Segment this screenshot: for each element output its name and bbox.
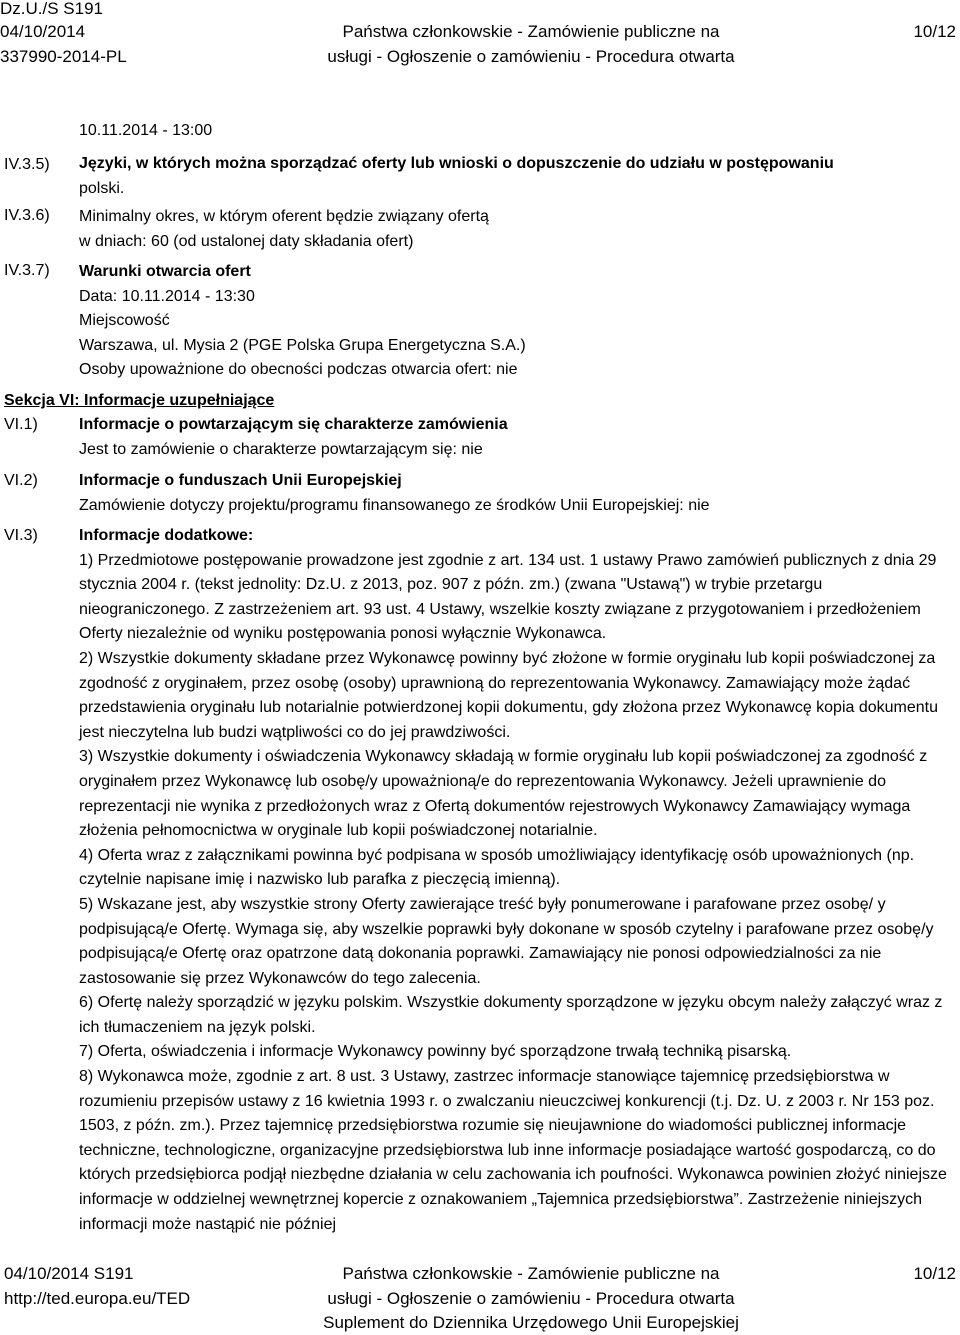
paragraph-7: 7) Oferta, oświadczenia i informacje Wykonawcy powinny być sporządzone trwałą techniką pisarską. (79, 1043, 792, 1061)
item-body (79, 413, 959, 462)
header-title-line1: Państwa członkowskie - Zamówienie publiczne na (342, 22, 720, 41)
place-value: Warszawa, ul. Mysia 2 (PGE Polska Grupa Energetyczna S.A.) (79, 336, 526, 354)
paragraph-1: 1) Przedmiotowe postępowanie prowadzone jest zgodnie z art. 134 ust. 1 ustawy Prawo zamówień publicznych z dnia 29 stycznia 2004 r. (tekst jednolity: Dz.U. z 2013, poz. 907 z późn. zm.) (zwana "Ustawą") w trybie przetargu nieograniczonego. Z zastrzeżeniem art. 93 ust. 4 Ustawy, wszelkie koszty związane z przygotowaniem i przedłożeniem Oferty niezależnie od wyniku postępowania ponosi wyłącznie Wykonawca. (79, 551, 937, 643)
paragraph-4: 4) Oferta wraz z załącznikami powinna być podpisana w sposób umożliwiający identyfikację osób upoważnionych (np. czytelnie napisane imię i nazwisko lub parafka z pieczęcią imienną). (79, 846, 915, 889)
header-page-number: 10/12 (913, 22, 956, 41)
item-number: IV.3.6) (4, 207, 50, 224)
item-body (79, 469, 959, 518)
page-header (0, 0, 960, 88)
item-value: w dniach: 60 (od ustalonej daty składania ofert) (79, 232, 414, 250)
opening-date: Data: 10.11.2014 - 13:30 (79, 287, 255, 305)
deadline-date: 10.11.2014 - 13:00 (79, 122, 213, 139)
header-notice-id: 337990-2014-PL (0, 47, 127, 66)
paragraph-3: 3) Wszystkie dokumenty i oświadczenia Wykonawcy składają w formie oryginału lub kopii poświadczonej za zgodność z oryginałem przez Wykonawcę lub osobę/y upoważnioną/e do reprezentowania Wykonawcy. Jeżeli uprawnienie do reprezentacji nie wynika z przedłożonych wraz z Ofertą dokumentów rejestrowych Wykonawcy Zamawiający wymaga złożenia pełnomocnictwa w oryginale lub kopii poświadczonej notarialnie. (79, 748, 928, 840)
paragraph-5: 5) Wskazane jest, aby wszystkie strony Oferty zawierające treść były ponumerowane i parafowane przez osobę/ y podpisującą/e Ofertę. Wymaga się, aby wszelkie poprawki były dokonane w sposób czytelny i parafowane przez osobę/y podpisującą/e Ofertę oraz opatrzone datą dokonania poprawki. Zamawiający nie ponosi odpowiedzialności za nie zastosowanie się przez Wykonawców do tego zalecenia. (79, 895, 934, 987)
item-number: IV.3.5) (4, 156, 50, 173)
item-title: Informacje o funduszach Unii Europejskiej (79, 472, 402, 489)
item-body (79, 205, 959, 254)
paragraph-8: 8) Wykonawca może, zgodnie z art. 8 ust. 3 Ustawy, zastrzec informacje stanowiące tajemnicę przedsiębiorstwa w rozumieniu przepisów ustawy z 16 kwietnia 1993 r. o zwalczaniu nieuczciwej konkurencji (t.j. Dz. U. z 2003 r. Nr 153 poz. 1503, z późn. zm.). Przez tajemnicę przedsiębiorstwa rozumie się nieujawnione do wiadomości publicznej informacje techniczne, technologiczne, organizacyjne przedsiębiorstwa lub inne informacje posiadające wartość gospodarczą, co do których przedsiębiorca podjął niezbędne działania w celu zachowania ich poufności. Wykonawca powinien złożyć niniejsze informacje w oddzielnej wewnętrznej kopercie z oznakowaniem „Tajemnica przedsiębiorstwa”. Zastrzeżenie niniejszych informacji może nastąpić nie później (79, 1068, 947, 1233)
header-date: 04/10/2014 (0, 22, 86, 41)
page-footer (0, 1262, 960, 1334)
item-title: Minimalny okres, w którym oferent będzie związany ofertą (79, 208, 489, 225)
footer-page-number: 10/12 (913, 1264, 956, 1283)
item-value: Zamówienie dotyczy projektu/programu finansowanego ze środków Unii Europejskiej: nie (79, 496, 710, 514)
item-number: VI.2) (4, 472, 38, 489)
item-body (79, 152, 959, 201)
item-title: Informacje dodatkowe: (79, 527, 254, 544)
item-number: VI.3) (4, 527, 38, 544)
section-vi-title: Sekcja VI: Informacje uzupełniające (4, 392, 275, 409)
item-value: polski. (79, 179, 125, 197)
item-title: Informacje o powtarzającym się charakterze zamówienia (79, 416, 508, 433)
item-title: Warunki otwarcia ofert (79, 263, 251, 280)
paragraph-2: 2) Wszystkie dokumenty składane przez Wykonawcę powinny być złożone w formie oryginału lub kopii poświadczonej za zgodność z oryginałem, przez osobę (osoby) uprawnioną do reprezentowania Wykonawcy. Zamawiający może żądać przedstawienia oryginału lub notarialnie potwierdzonej kopii dokumentu, gdy złożona przez Wykonawcę kopia dokumentu jest nieczytelna lub budzi wątpliwości co do jej prawdziwości. (79, 649, 939, 741)
persons-present: Osoby upoważnione do obecności podczas otwarcia ofert: nie (79, 361, 518, 379)
footer-url[interactable]: http://ted.europa.eu/TED (4, 1289, 191, 1308)
footer-title-line3: Suplement do Dziennika Urzędowego Unii Europejskiej (323, 1313, 739, 1332)
place-label: Miejscowość (79, 312, 170, 330)
item-title: Języki, w których można sporządzać oferty lub wnioski o dopuszczenie do udziału w postępowaniu (79, 155, 834, 172)
header-title-line2: usługi - Ogłoszenie o zamówieniu - Procedura otwarta (327, 47, 735, 66)
footer-title-line1: Państwa członkowskie - Zamówienie publiczne na (342, 1264, 720, 1283)
footer-title-line2: usługi - Ogłoszenie o zamówieniu - Procedura otwarta (327, 1289, 735, 1308)
footer-date-series: 04/10/2014 S191 (4, 1264, 134, 1283)
paragraph-6: 6) Ofertę należy sporządzić w języku polskim. Wszystkie dokumenty sporządzone w języku obcym należy załączyć wraz z ich tłumaczeniem na język polski. (79, 994, 943, 1036)
item-body (79, 260, 959, 383)
header-journal-ref: Dz.U./S S191 (0, 0, 103, 18)
item-value: Jest to zamówienie o charakterze powtarzającym się: nie (79, 440, 483, 458)
item-number: IV.3.7) (4, 262, 50, 279)
item-body (79, 524, 957, 1237)
item-number: VI.1) (4, 416, 38, 433)
